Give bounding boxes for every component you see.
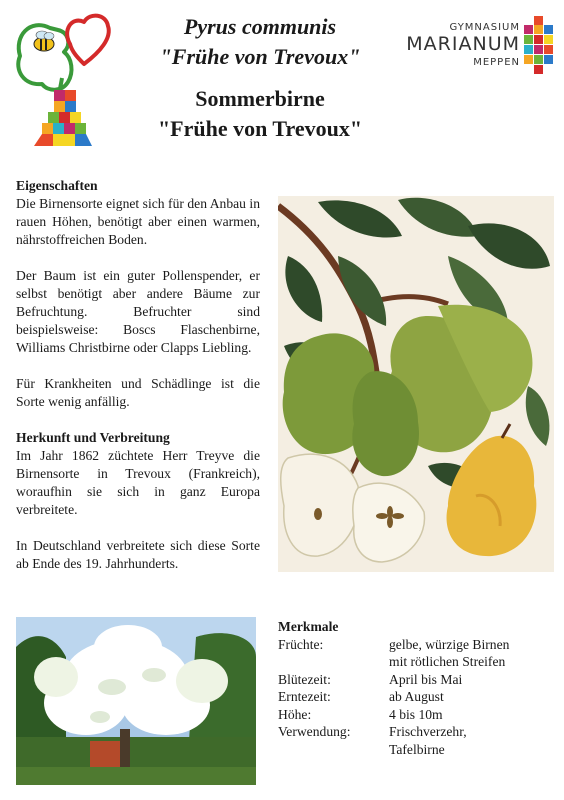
spec-value-line: mit rötlichen Streifen [389, 654, 506, 669]
color-blocks [34, 90, 92, 146]
section-heading-eigenschaften: Eigenschaften [16, 178, 98, 193]
page-title-line2: "Frühe von Trevoux" [157, 116, 363, 141]
section-heading-herkunft: Herkunft und Verbreitung [16, 430, 170, 445]
paragraph-origin: Im Jahr 1862 züchtete Herr Treyve die Birnensorte in Trevoux (Frankreich), woraufhin sie sich in ganz Europa verbreitete. [16, 448, 260, 517]
spec-row [278, 671, 548, 689]
paragraph-pollination: Der Baum ist ein guter Pollenspender, er selbst benötigt aber andere Bäume zur Befruchtung. Befruchter sind beispielsweise: Boscs Flaschenbirne, Williams Christbirne oder Clapps Liebling. [16, 268, 260, 355]
school-color-grid-icon [524, 16, 554, 74]
spec-row [278, 636, 548, 671]
spec-value-line: Frischverzehr, [389, 724, 467, 739]
spec-label: Verwendung: [278, 724, 351, 739]
spec-value-line: Tafelbirne [389, 741, 445, 757]
spec-value [389, 636, 548, 671]
latin-variety: "Frühe von Trevoux" [159, 44, 361, 69]
pear-illustration [278, 196, 554, 572]
heart-outline [67, 16, 109, 64]
spec-label: Früchte: [278, 636, 324, 652]
spec-value [389, 723, 548, 758]
spec-value: 4 bis 10m [389, 706, 443, 722]
merkmale-section [278, 618, 548, 758]
spec-label: Höhe: [278, 706, 312, 722]
paragraph-soil: Die Birnensorte eignet sich für den Anbau in rauen Höhen, benötigt aber einen warmen, nährstoffreichen Boden. [16, 196, 260, 247]
spec-row [278, 688, 548, 706]
school-logo-line3: MEPPEN [473, 57, 520, 68]
paragraph-germany: In Deutschland verbreitete sich diese Sorte ab Ende des 19. Jahrhunderts. [16, 538, 260, 571]
spec-label: Blütezeit: [278, 671, 331, 687]
page-title-line1: Sommerbirne [195, 86, 325, 111]
garden-logo [12, 8, 124, 148]
latin-name: Pyrus communis [183, 14, 337, 39]
page-title [118, 84, 402, 144]
spec-value-line: gelbe, würzige Birnen [389, 636, 510, 652]
school-logo [394, 14, 556, 74]
spec-row [278, 706, 548, 724]
tree-photo [16, 617, 256, 785]
latin-title [128, 12, 392, 72]
school-logo-line2: MARIANUM [406, 33, 520, 55]
spec-label: Erntezeit: [278, 689, 331, 704]
spec-value: ab August [389, 689, 444, 704]
bee-icon [34, 31, 54, 51]
school-logo-line1: GYMNASIUM [449, 22, 520, 33]
spec-value: April bis Mai [389, 671, 463, 687]
section-heading-merkmale: Merkmale [278, 619, 339, 634]
spec-row [278, 723, 548, 758]
paragraph-disease: Für Krankheiten und Schädlinge ist die Sorte wenig anfällig. [16, 376, 260, 409]
description-column [16, 177, 260, 591]
